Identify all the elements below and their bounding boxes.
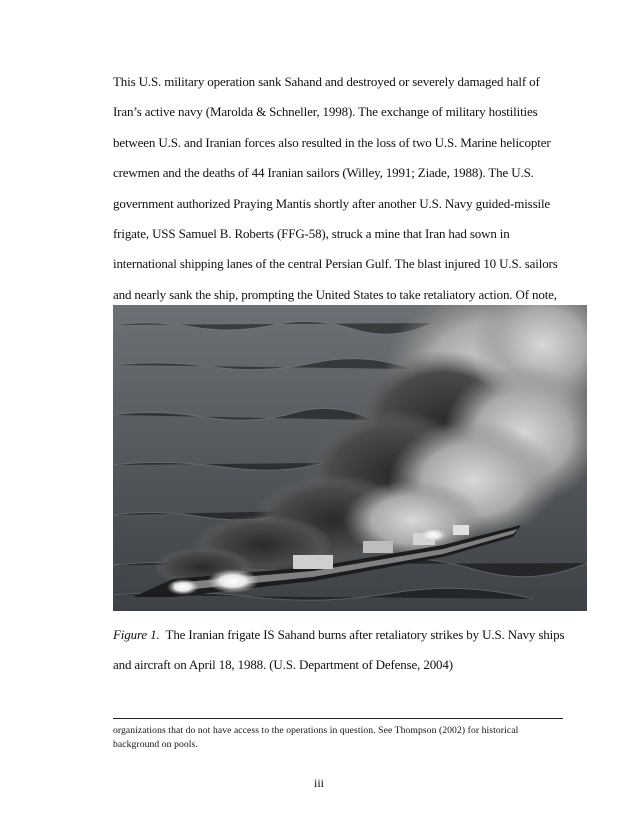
- body-line: government authorized Praying Mantis shortly after another U.S. Navy guided-missile: [113, 195, 551, 211]
- figure-label: Figure 1.: [113, 627, 160, 642]
- body-line: between U.S. and Iranian forces also resulted in the loss of two U.S. Marine helicopter: [113, 134, 551, 150]
- body-line: This U.S. military operation sank Sahand and destroyed or severely damaged half of: [113, 74, 540, 89]
- body-line: crewmen and the deaths of 44 Iranian sailors (Willey, 1991; Ziade, 1988). The U.S.: [113, 165, 534, 181]
- page-number: iii: [313, 776, 324, 790]
- body-line: international shipping lanes of the central Persian Gulf. The blast injured 10 U.S. sailors: [113, 256, 558, 272]
- caption-text: The Iranian frigate IS Sahand burns after retaliatory strikes by U.S. Navy ships: [159, 627, 565, 642]
- body-line: Iran’s active navy (Marolda & Schneller, 1998). The exchange of military hostilities: [113, 104, 538, 120]
- figure-caption: [113, 620, 583, 681]
- footnote-line: organizations that do not have access to the operations in question. See Thompson (2002) for historical: [113, 725, 519, 736]
- body-line: and nearly sank the ship, prompting the United States to take retaliatory action. Of note,: [113, 286, 557, 302]
- caption-text: and aircraft on April 18, 1988. (U.S. Department of Defense, 2004): [113, 657, 453, 673]
- body-line: frigate, USS Samuel B. Roberts (FFG-58), struck a mine that Iran had sown in: [113, 225, 510, 241]
- footnote-separator: [113, 718, 563, 719]
- footnote-line: background on pools.: [113, 739, 198, 750]
- body-paragraph: [113, 67, 573, 310]
- burning-frigate-photo: [113, 305, 587, 611]
- footnote: [113, 724, 573, 752]
